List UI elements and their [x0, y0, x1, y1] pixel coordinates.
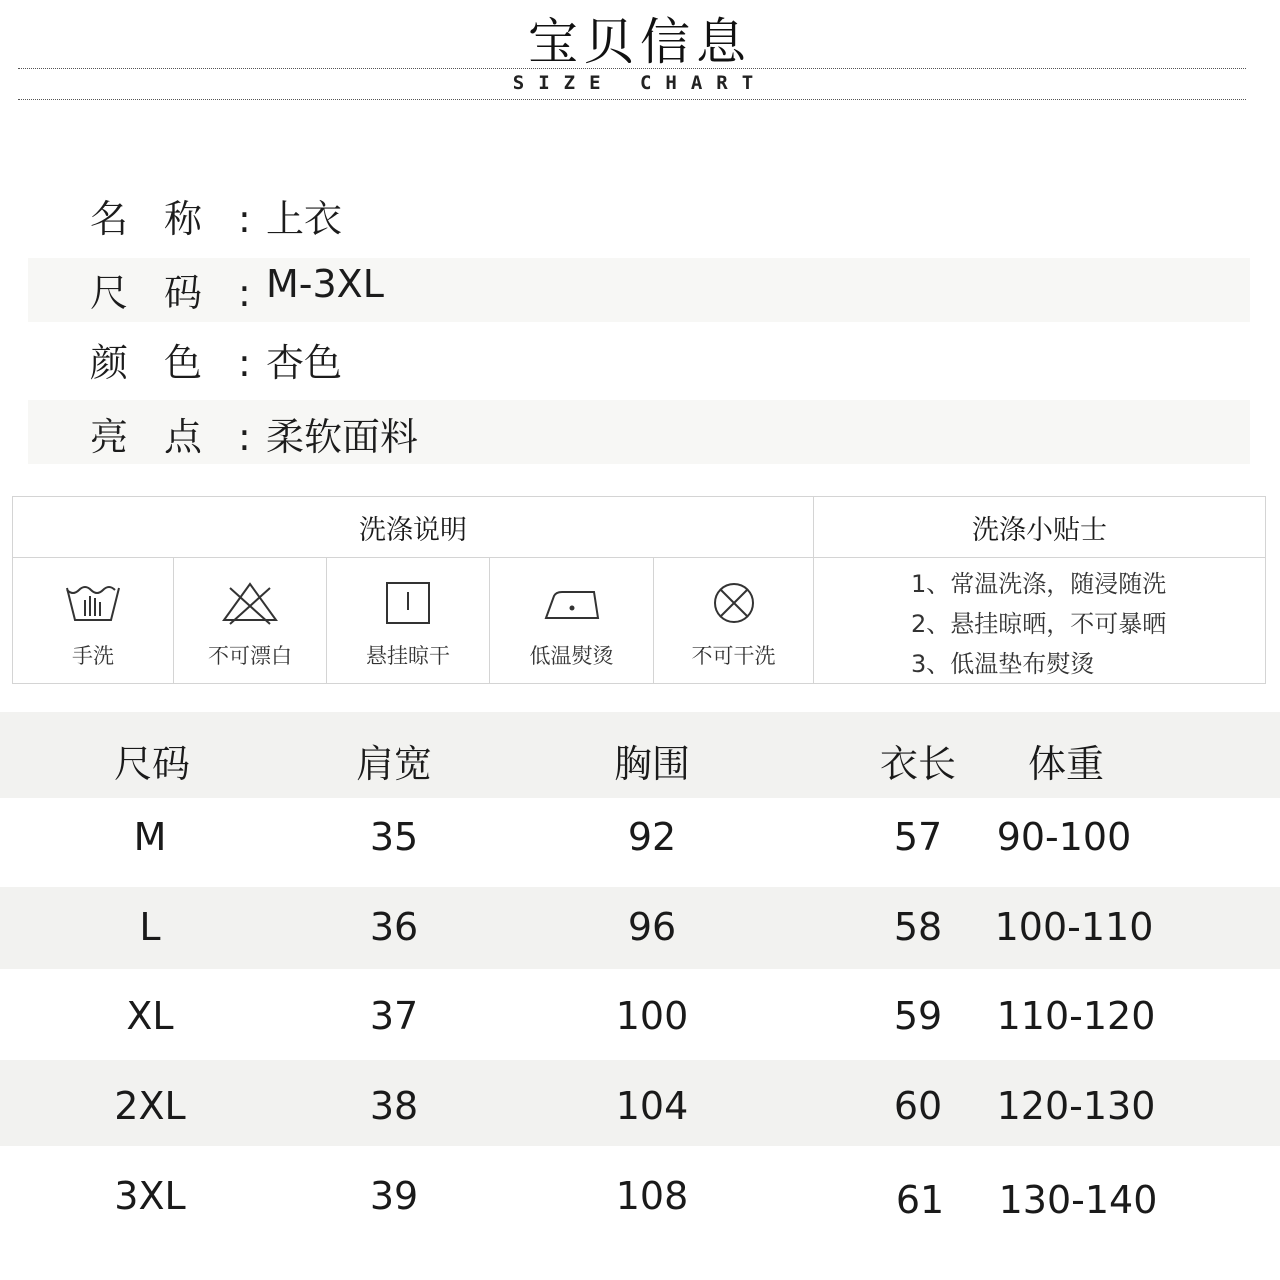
wash-symbol-label: 手洗: [72, 644, 114, 668]
washing-instructions-title: 洗涤说明: [13, 497, 814, 558]
table-header-shoulder: 肩宽: [355, 742, 432, 786]
table-cell-length: 60: [893, 1084, 943, 1128]
wash-symbol-label: 低温熨烫: [529, 644, 614, 668]
washing-tip: 3、低温垫布熨烫: [911, 650, 1095, 678]
wash-symbol-no-dry-clean: [654, 558, 814, 683]
table-cell-length: 58: [893, 905, 943, 949]
table-header-length: 衣长: [879, 742, 956, 786]
table-cell-size: 3XL: [114, 1174, 186, 1218]
table-cell-length: 59: [893, 994, 943, 1038]
table-cell-shoulder: 38: [369, 1084, 419, 1128]
table-cell-shoulder: 37: [369, 994, 419, 1038]
hang-dry-icon: [378, 580, 438, 626]
divider-bottom: [18, 99, 1246, 100]
info-value: 杏色: [266, 341, 343, 385]
table-cell-weight: 90-100: [996, 815, 1132, 859]
washing-panel: [12, 496, 1266, 684]
wash-symbol-low-iron: [490, 558, 654, 683]
table-cell-weight: 130-140: [998, 1178, 1158, 1222]
wash-symbol-label: 不可漂白: [208, 644, 292, 668]
info-label: 亮点:: [90, 415, 287, 459]
info-label: 尺码:: [90, 271, 287, 315]
hand-wash-icon: [63, 580, 123, 626]
table-cell-chest: 104: [615, 1084, 689, 1128]
table-cell-chest: 96: [627, 905, 677, 949]
table-cell-chest: 92: [627, 815, 677, 859]
table-cell-weight: 110-120: [996, 994, 1156, 1038]
table-header-size: 尺码: [113, 742, 190, 786]
wash-symbol-label: 悬挂晾干: [366, 644, 450, 668]
page-title: 宝贝信息: [528, 13, 752, 71]
table-cell-weight: 120-130: [996, 1084, 1156, 1128]
table-cell-size: 2XL: [114, 1084, 186, 1128]
divider-top: [18, 68, 1246, 69]
washing-tip: 2、悬挂晾晒，不可暴晒: [911, 610, 1167, 638]
wash-symbol-hang-dry: [327, 558, 490, 683]
washing-tips: [814, 558, 1265, 683]
info-label: 名称:: [90, 197, 287, 241]
info-value: 柔软面料: [266, 415, 419, 459]
table-cell-size: XL: [126, 994, 174, 1038]
table-cell-size: L: [139, 905, 161, 949]
table-cell-chest: 100: [615, 994, 689, 1038]
washing-tips-title: 洗涤小贴士: [814, 497, 1265, 558]
table-cell-shoulder: 39: [369, 1174, 419, 1218]
table-cell-length: 57: [893, 815, 943, 859]
table-cell-chest: 108: [615, 1174, 689, 1218]
table-cell-weight: 100-110: [994, 905, 1154, 949]
info-value: 上衣: [266, 197, 343, 241]
wash-symbol-no-bleach: [174, 558, 327, 683]
table-header-weight: 体重: [1027, 742, 1104, 786]
table-header-chest: 胸围: [613, 742, 690, 786]
no-bleach-icon: [220, 580, 280, 626]
no-dry-clean-icon: [704, 580, 764, 626]
info-value: M-3XL: [266, 262, 384, 306]
table-cell-shoulder: 36: [369, 905, 419, 949]
wash-symbol-hand-wash: [13, 558, 174, 683]
wash-symbol-label: 不可干洗: [691, 644, 776, 668]
info-label: 颜色:: [90, 341, 287, 385]
table-cell-length: 61: [895, 1178, 945, 1222]
low-iron-icon: [542, 580, 602, 626]
table-cell-size: M: [133, 815, 167, 859]
table-cell-shoulder: 35: [369, 815, 419, 859]
washing-tip: 1、常温洗涤，随浸随洗: [911, 570, 1167, 598]
page-subtitle: SIZE CHART: [512, 72, 768, 94]
